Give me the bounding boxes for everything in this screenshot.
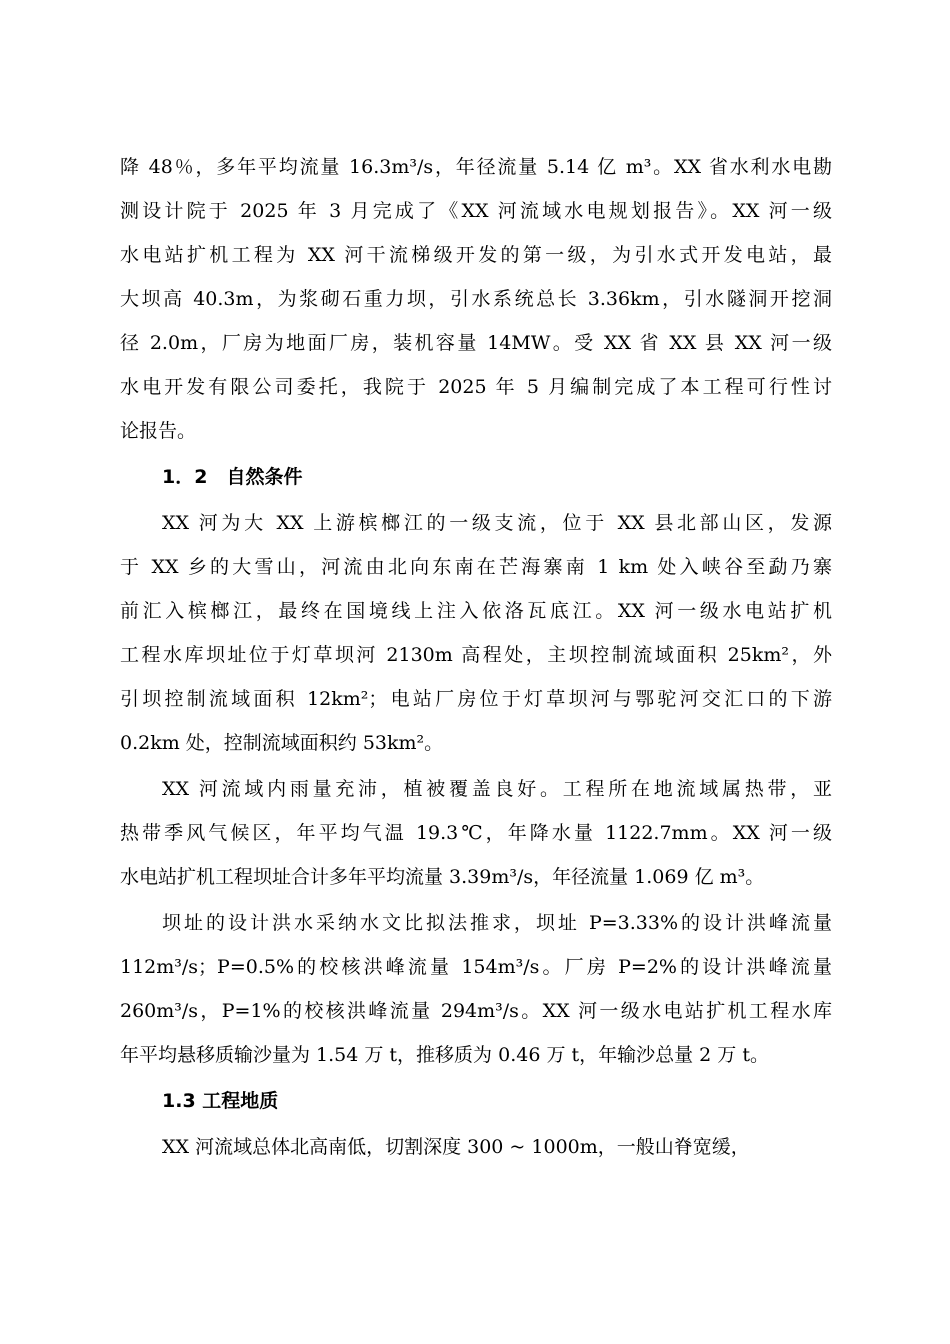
paragraph-line: 引坝控制流域面积 12km²；电站厂房位于灯草坝河与鄂驼河交汇口的下游 [120,688,832,710]
paragraph-line: 260m³/s，P=1%的校核洪峰流量 294m³/s。XX 河一级水电站扩机工程水库 [120,1000,832,1022]
section-heading-1-3: 1.3 工程地质 [162,1090,279,1112]
paragraph-line: 降 48％，多年平均流量 16.3m³/s，年径流量 5.14 亿 m³。XX 省水利水电勘 [120,156,832,178]
paragraph-line: 大坝高 40.3m，为浆砌石重力坝，引水系统总长 3.36km，引水隧洞开挖洞 [120,288,832,310]
paragraph-line: XX 河为大 XX 上游槟榔江的一级支流，位于 XX 县北部山区，发源 [162,512,832,534]
paragraph-line: 工程水库坝址位于灯草坝河 2130m 高程处，主坝控制流域面积 25km²，外 [120,644,832,666]
section-heading-1-2: 1．2 自然条件 [162,466,303,488]
paragraph-line: 水电开发有限公司委托，我院于 2025 年 5 月编制完成了本工程可行性讨 [120,376,832,398]
paragraph-line: 测设计院于 2025 年 3 月完成了《XX 河流域水电规划报告》。XX 河一级 [120,200,832,222]
paragraph-line: XX 河流域内雨量充沛，植被覆盖良好。工程所在地流域属热带，亚 [162,778,832,800]
paragraph-line: 坝址的设计洪水采纳水文比拟法推求，坝址 P=3.33%的设计洪峰流量 [162,912,832,934]
paragraph-line: 径 2.0m，厂房为地面厂房，装机容量 14MW。受 XX 省 XX 县 XX 河一级 [120,332,832,354]
paragraph-line: 热带季风气候区，年平均气温 19.3℃，年降水量 1122.7mm。XX 河一级 [120,822,832,844]
paragraph-line: 前汇入槟榔江，最终在国境线上注入依洛瓦底江。XX 河一级水电站扩机 [120,600,832,622]
paragraph-line: 于 XX 乡的大雪山，河流由北向东南在芒海寨南 1 km 处入峡谷至勐乃寨 [120,556,832,578]
paragraph-line: 论报告。 [120,420,197,442]
paragraph-line: 水电站扩机工程坝址合计多年平均流量 3.39m³/s，年径流量 1.069 亿 m³。 [120,866,765,888]
paragraph-line: 水电站扩机工程为 XX 河干流梯级开发的第一级，为引水式开发电站，最 [120,244,832,266]
paragraph-line: XX 河流域总体北高南低，切割深度 300 ~ 1000m，一般山脊宽缓， [162,1136,750,1158]
paragraph-line: 0.2km 处，控制流域面积约 53km²。 [120,732,444,754]
paragraph-line: 112m³/s；P=0.5%的校核洪峰流量 154m³/s。厂房 P=2%的设计洪峰流量 [120,956,832,978]
paragraph-line: 年平均悬移质输沙量为 1.54 万 t，推移质为 0.46 万 t，年输沙总量 2 万 t。 [120,1044,769,1066]
